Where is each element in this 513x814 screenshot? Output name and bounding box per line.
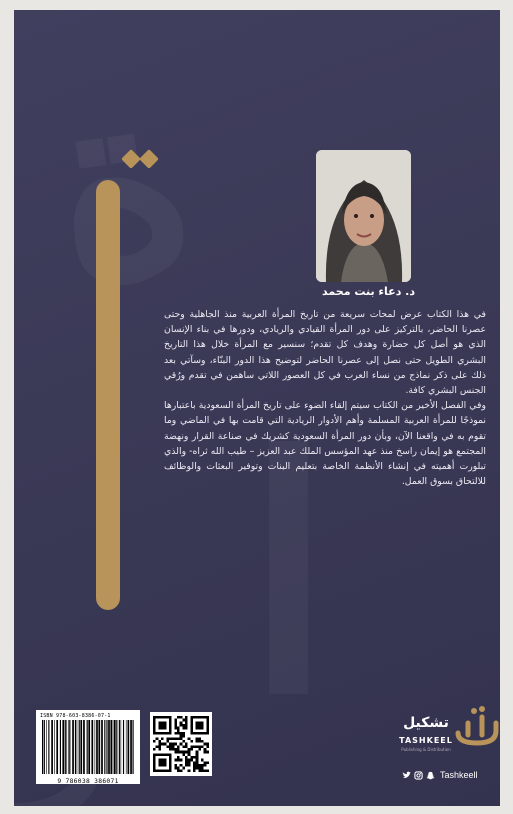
twitter-icon	[402, 771, 411, 780]
blurb-text	[164, 307, 486, 489]
snapchat-icon	[426, 771, 435, 780]
blurb-paragraph: وفي الفصل الأخير من الكتاب سيتم إلقاء الضوء على تاريخ المرأة السعودية باعتبارها نموذجًا للمرأة العربية المسلمة وأهم الأدوار الريادية التي قامت بها في الماضي وما تقوم به في واقعنا الآن، وبأن دور المرأة السعودية كشريك في صناعة القرار ونهضة المجتمع هو إيمان راسخ منذ عهد المؤسس الملك عبد العزيز – طيب الله ثراه- والذي تبلورت أهميته في إنشاء الأنظمة الخاصة بتعليم البنات وتوفير البعثات والوظائف للالتحاق بسوق العمل.	[164, 400, 486, 488]
social-links	[402, 770, 478, 780]
isbn-digits: 9 786038 386071	[57, 778, 119, 785]
qr-code	[150, 712, 212, 776]
publisher-name-ar: تشكيل	[403, 715, 449, 731]
isbn-barcode	[36, 710, 140, 784]
isbn-label: ISBN 978-603-8386-07-1	[40, 713, 111, 719]
publisher-tagline: Publishing & Distribution	[401, 747, 451, 752]
social-handle: Tashkeell	[440, 770, 478, 780]
author-portrait	[316, 150, 411, 282]
author-name: د. دعاء بنت محمد	[322, 285, 415, 298]
book-back-cover	[14, 10, 500, 806]
blurb-paragraph: في هذا الكتاب عرض لمحات سريعة من تاريخ المرأة العربية منذ الجاهلية وحتى عصرنا الحاضر، بالتركيز على دور المرأة القيادي والريادي، ودورها في بناء الإنسان الذي هو أصل كل حضارة وهدف كل تقدم؛ سنسير مع المرأة خلال هذا التاريخ البشري الطويل حتى نصل إلى عصرنا الحاضر لتوضيح هذا الدور البنّاء، وسآتي بعد ذلك على ذكر نماذج من نساء العرب في كل العصور اللاتي ساهمن في تقدم ورُقي الجنس البشري كافة.	[164, 309, 486, 397]
barcode-bars	[40, 720, 136, 774]
publisher-name-en: TASHKEEL	[399, 736, 453, 745]
instagram-icon	[414, 771, 423, 780]
tashkeel-logo-icon	[452, 703, 500, 747]
gold-calligraphy-graphic	[84, 140, 174, 610]
